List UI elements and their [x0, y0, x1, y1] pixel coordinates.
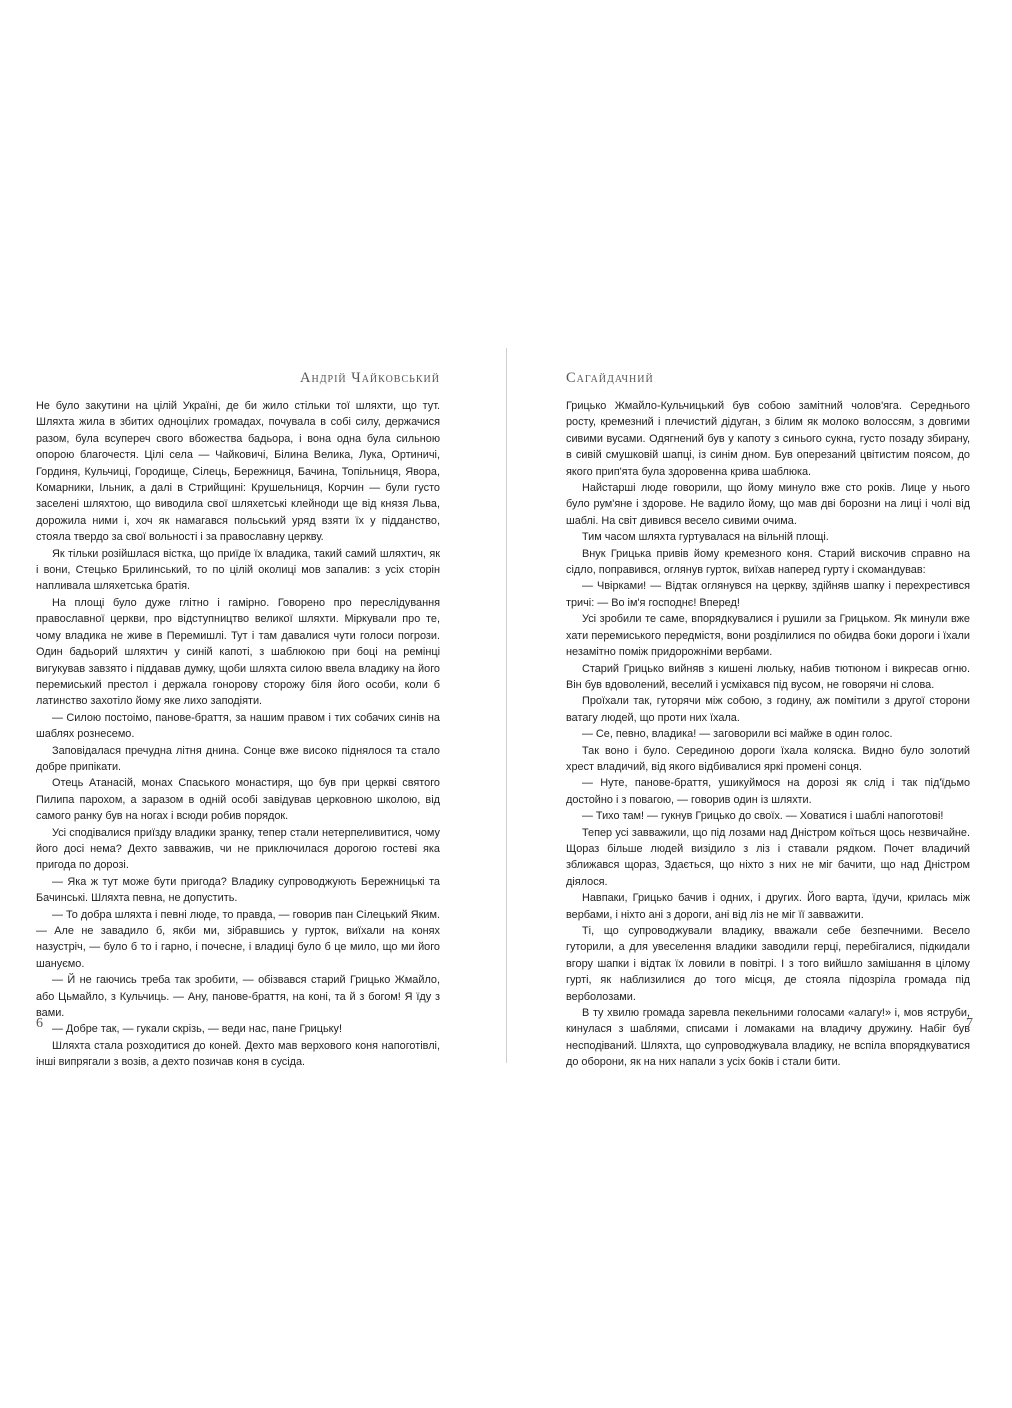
paragraph: — Чвірками! — Відтак оглянувся на церкву, здійняв шапку і перехрестився тричі: — Во ім'я господнє! Вперед!	[566, 580, 970, 609]
paragraph: Заповідалася пречудна літня днина. Сонце вже високо піднялося та стало добре припікати.	[36, 744, 440, 773]
paragraph: — Се, певно, владика! — заговорили всі майже в один голос.	[582, 728, 893, 741]
right-running-head: Сагайдачний	[566, 370, 654, 386]
paragraph: Шляхта стала розходитися до коней. Дехто мав верхового коня напоготівлі, інші випрягали з возів, а дехто позичав коня в сусіда.	[36, 1039, 440, 1069]
paragraph: Так воно і було. Серединою дороги їхала коляска. Видно було золотий хрест владичий, від якого відбивалися яркі промені сонця.	[566, 744, 970, 773]
paragraph: Тепер усі завважили, що під лозами над Дністром коїться щось незвичайне. Щораз більше людей визідило з лiз і ставали рядком. Почет владичий зближався щораз, Здається, що ніхто з них не міг бачити, що над Дністром діялося.	[566, 826, 970, 888]
right-page-text	[566, 398, 970, 1071]
paragraph: Усі зробили те саме, впорядкувалися і рушили за Грицьком. Як минули вже хати перемиського передмістя, вони розділилися по обидва боки дороги і їхали незамітно поміж придорожніми вербами.	[566, 613, 970, 659]
paragraph: На площі було дуже глітно і гамірно. Говорено про переслідування православної церкви, про відступництво великої шляхти. Міркували про те, чому владика не живе в Перемишлі. Тут і там давалися чути голоси погрози. Один бадьорий шляхтич у синій капоті, з шаблюкою при боці на ремінці вигукував завзято і піддавав думку, щоби шляхта силою ввела владику на його перемиський престол і держала гонорову сторожу біля його особи, коли б латинство захотіло йому яке лихо заподіяти.	[36, 596, 440, 708]
left-page-number: 6	[36, 1016, 43, 1031]
paragraph: Найстарші люде говорили, що йому минуло вже сто років. Лице у нього було рум'яне і здорове. Не вадило йому, що мав дві борозни на лиці і чолі від шаблі. На світ дивився весело сивими очима.	[566, 482, 970, 527]
book-gutter	[506, 348, 507, 1063]
paragraph: — Яка ж тут може бути пригода? Владику супроводжують Бережницькі та Бачинські. Шляхта певна, не допустить.	[36, 875, 440, 905]
paragraph: Не було закутини на цілій Україні, де би жило стільки тої шляхти, що тут. Шляхта жила в збитих одноцілих громадах, почувала в собі силу, держачися разом, була всупереч свого вбожества бадьора, і вона одна була сильною опорою благочестя. Цілі села — Чайковичі, Білина Велика, Лука, Ортиничі, Гординя, Кульчиці, Городище, Сілець, Бережниця, Бачина, Топільниця, Явора, Комарники, Ільник, а далі в Стрийщині: Крушельниця, Корчин — були густо заселені шляхтою, що виводила свої шляхетські клейноди ще від князя Льва, дорожила ними і, хоч як намагався польський уряд взяти їх у підданство, стояла твердо за свої вольності і за православну церкву.	[36, 400, 440, 544]
paragraph: — Силою постоімо, панове-браття, за нашим правом і тих собачих синів на шаблях рознесемо.	[36, 711, 440, 741]
paragraph: Старий Грицько вийняв з кишені люльку, набив тютюном і викресав огню. Він був вдоволений, веселий і усміхався під вусом, не говорячи ні слова.	[566, 662, 970, 691]
left-running-head: Андрій Чайковський	[300, 370, 440, 386]
left-page-text	[36, 398, 440, 1071]
paragraph: Як тільки розійшлася вістка, що приїде їх владика, такий самий шляхтич, як і вони, Стецько Брилинський, то по цілій околиці мов запалив: з усіх сторін напливала шляхетська братія.	[36, 547, 440, 593]
paragraph: Тим часом шляхта гуртувалася на вільній площі.	[582, 531, 829, 544]
paragraph: Ті, що супроводжували владику, вважали себе безпечними. Весело гуторили, а для увеселення владики заводили герці, перебігалися, підкидали вгору шапки і відтак їх ловили в повітрі. І з того вийшло замішання в цілому гурті, як наблизилися до того місця, де стояла підозріла громада під верболозами.	[566, 925, 970, 1003]
right-page-number: 7	[966, 1016, 973, 1031]
left-page	[36, 368, 440, 1071]
paragraph: — Тихо там! — гукнув Грицько до своїх. — Ховатися і шаблі напоготові!	[582, 810, 944, 823]
paragraph: — То добра шляхта і певні люде, то правда, — говорив пан Сілецький Яким. — Але не завадило б, якби ми, зібравшись у гурток, виїхали на конях назустріч, — було б то і гарно, і почесне, і владиці було б це мило, що ми його шануємо.	[36, 908, 440, 970]
paragraph: — Й не гаючись треба так зробити, — обізвався старий Грицько Жмайло, або Цьмайло, з Кульчиць. — Ану, панове-браття, на коні, та й з богом! Я їду з вами.	[36, 974, 440, 1020]
paragraph: Проїхали так, гуторячи між собою, з годину, аж помітили з другої сторони ватагу людей, що проти них їхала.	[566, 695, 970, 724]
paragraph: Грицько Жмайло-Кульчицький був собою замітний чолов'яга. Середнього росту, кремезний і плечистий дідуган, з білим як молоко волоссям, з довгими сивими вусами. Одягнений був у капоту з синього сукна, густо позаду збирану, в сивій смушковій шапці, із синім дном. Був оперезаний цвітистим поясом, до якого прип'ята була здоровенна крива шаблюка.	[566, 400, 970, 478]
paragraph: В ту хвилю громада заревла пекельними голосами «алагу!» і, мов яструби, кинулася з шаблями, списами і ломаками на владичу дружину. Набіг був несподіваний. Шляхта, що супроводжувала владику, не вспіла впорядкуватися до оборони, як на них напали з усіх боків і стали бити.	[566, 1007, 970, 1069]
paragraph: — Добре так, — гукали скрізь, — веди нас, пане Грицьку!	[52, 1023, 343, 1036]
paragraph: Внук Грицька привів йому кремезного коня. Старий вискочив справно на сідло, поправився, оглянув гурток, виїхав наперед гурту і скомандував:	[566, 547, 970, 577]
paragraph: Отець Атанасій, монах Спаського монастиря, що був при церкві святого Пилипа парохом, а заразом в одній особі завідував церковною школою, від самого ранку був на ногах і всюди робив порядок.	[36, 777, 440, 823]
paragraph: Усі сподівалися приїзду владики зранку, тепер стали нетерпеливитися, чому його досі нема? Дехто завважив, чи не приключилася дорогою гостеві яка пригода по дорозі.	[36, 826, 440, 872]
right-page	[566, 368, 970, 1071]
paragraph: Навпаки, Грицько бачив і одних, і других. Його варта, їдучи, крилась між вербами, і ніхто ані з дороги, ані від лiз не міг її завважити.	[566, 892, 970, 921]
paragraph: — Нуте, панове-браття, ушикуймося на дорозі як слід і так під'їдьмо достойно і з повагою, — говорив один із шляхти.	[566, 777, 970, 806]
